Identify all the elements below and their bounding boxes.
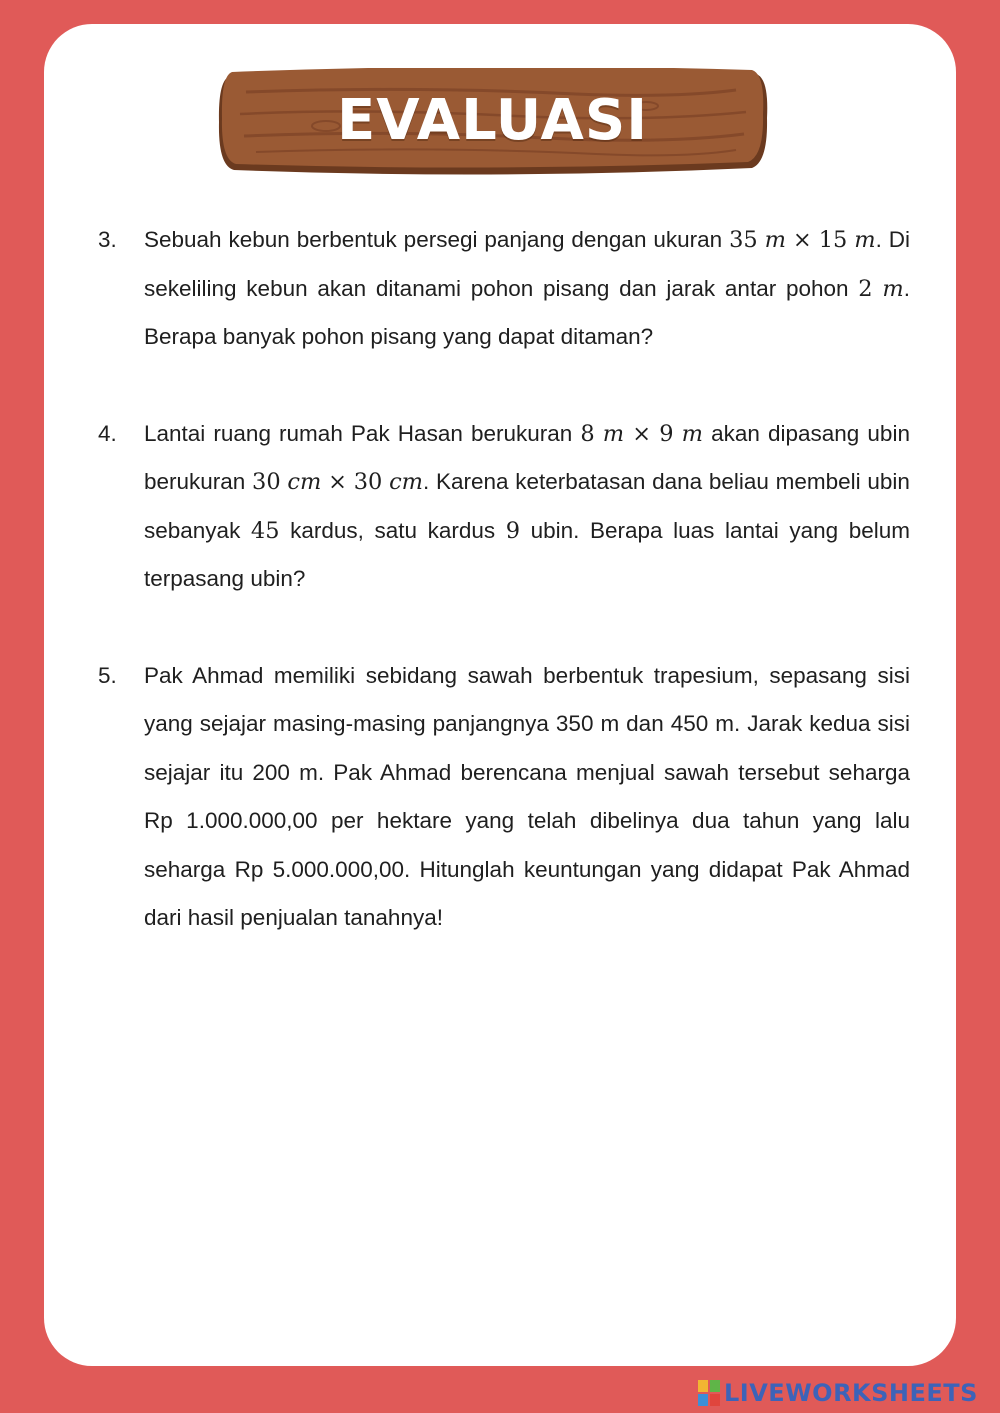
liveworksheets-logo <box>698 1378 978 1408</box>
question-number: 4. <box>98 420 117 446</box>
title-banner <box>216 68 769 180</box>
question-number: 3. <box>98 227 117 252</box>
liveworksheets-logo-icon <box>698 1380 720 1406</box>
question-text: Lantai ruang rumah Pak Hasan berukuran 8 m × 9 m akan dipasang ubin berukuran 30 cm × 30 cm. Karena keterbatasan dana beliau membeli ubin sebanyak 45 kardus, satu kardus 9 ubin. Berapa luas lantai yang belum terpasang ubin? <box>144 420 910 591</box>
question-text: Sebuah kebun berbentuk persegi panjang dengan ukuran 35 m × 15 m. Di sekeliling kebun akan ditanami pohon pisang dan jarak antar pohon 2 m. Berapa banyak pohon pisang yang dapat ditaman? <box>144 227 911 349</box>
brand-name: LIVEWORKSHEETS <box>724 1379 978 1407</box>
question-number: 5. <box>98 662 117 688</box>
page-title: EVALUASI <box>336 87 649 153</box>
question-list <box>98 216 910 991</box>
question-5 <box>98 652 910 943</box>
question-4 <box>98 410 910 604</box>
question-text: Pak Ahmad memiliki sebidang sawah berbentuk trapesium, sepasang sisi yang sejajar masing-masing panjangnya 350 m dan 450 m. Jarak kedua sisi sejajar itu 200 m. Pak Ahmad berencana menjual sawah tersebut seharga Rp 1.000.000,00 per hektare yang telah dibelinya dua tahun yang lalu seharga Rp 5.000.000,00. Hitunglah keuntungan yang didapat Pak Ahmad dari hasil penjualan tanahnya! <box>144 662 910 930</box>
question-3 <box>98 216 910 362</box>
